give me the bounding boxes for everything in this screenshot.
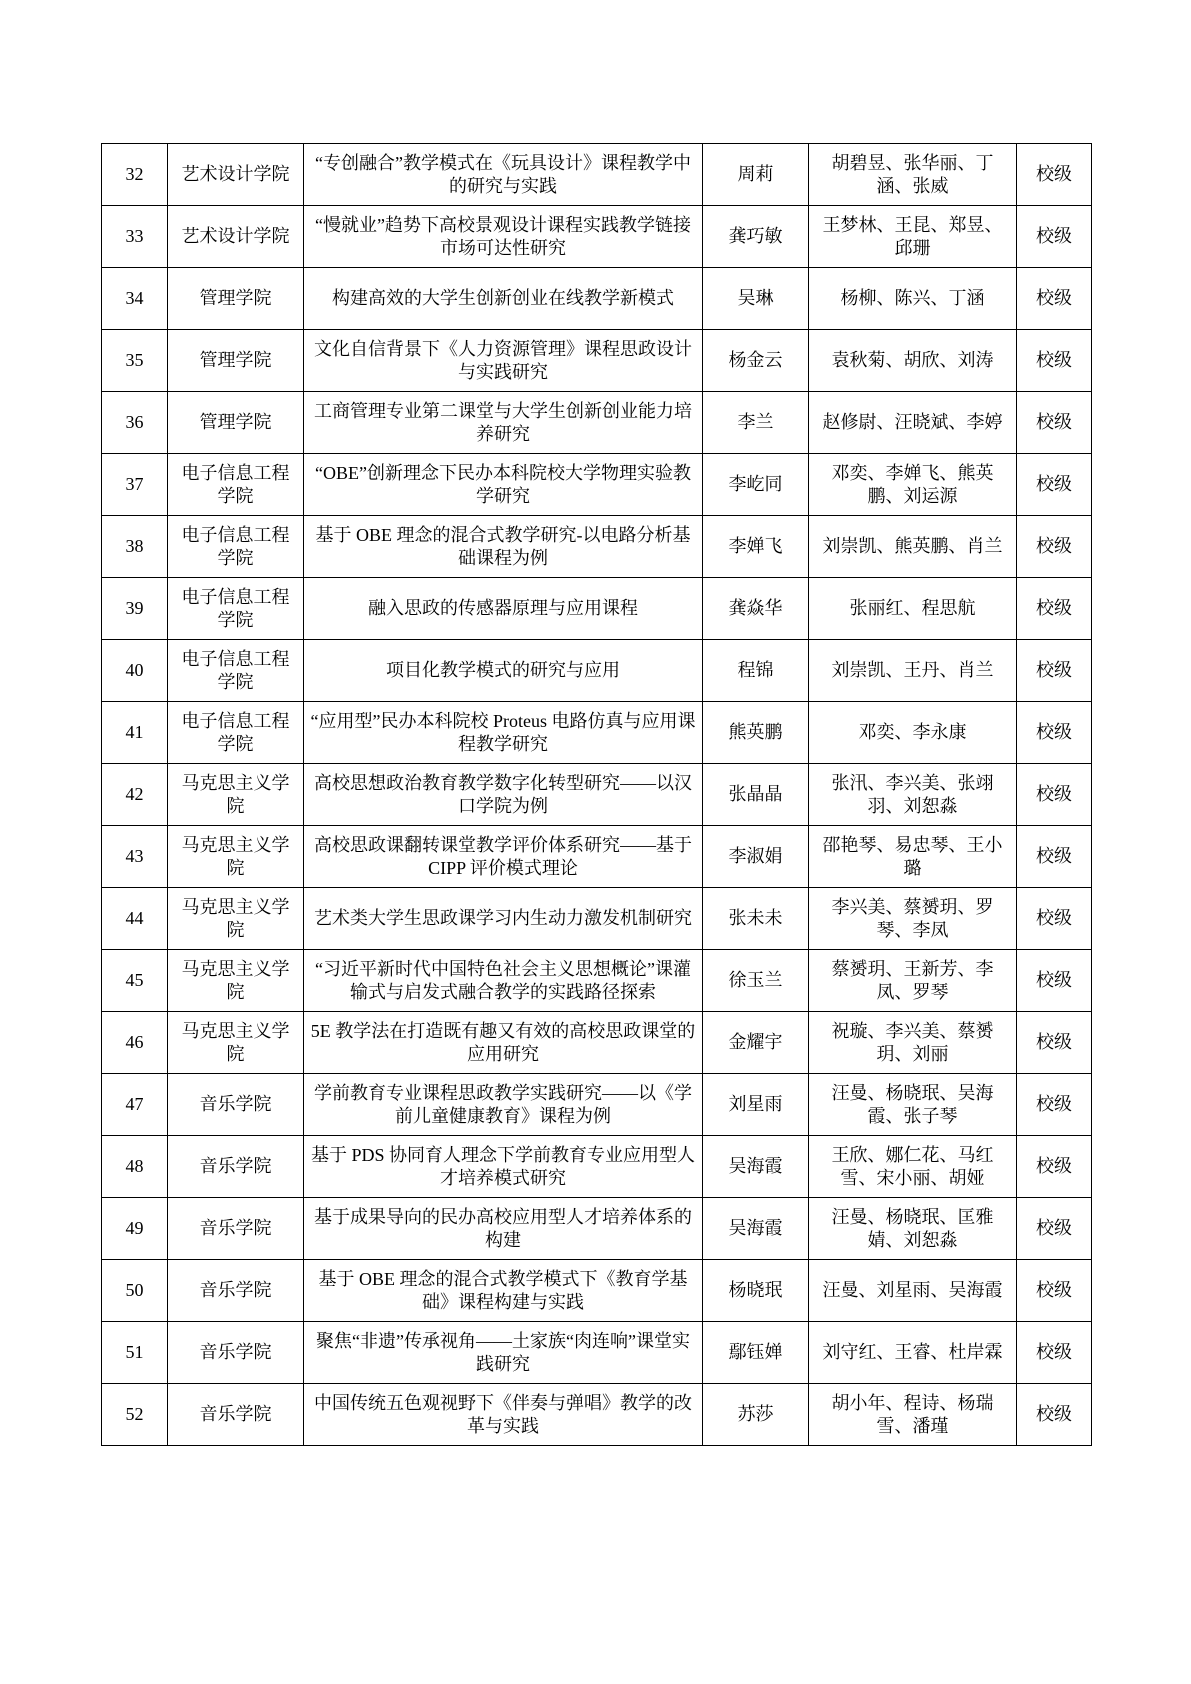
cell-members: 汪曼、杨晓珉、吴海霞、张子琴 — [809, 1074, 1017, 1136]
cell-college: 管理学院 — [168, 392, 304, 454]
cell-college: 艺术设计学院 — [168, 144, 304, 206]
cell-title: 文化自信背景下《人力资源管理》课程思政设计与实践研究 — [304, 330, 703, 392]
table-row — [102, 640, 1092, 702]
cell-leader: 金耀宇 — [703, 1012, 809, 1074]
cell-college: 管理学院 — [168, 268, 304, 330]
cell-title: 基于 OBE 理念的混合式教学研究-以电路分析基础课程为例 — [304, 516, 703, 578]
cell-title: “慢就业”趋势下高校景观设计课程实践教学链接市场可达性研究 — [304, 206, 703, 268]
cell-level: 校级 — [1017, 640, 1092, 702]
cell-title: “应用型”民办本科院校 Proteus 电路仿真与应用课程教学研究 — [304, 702, 703, 764]
cell-title: 高校思想政治教育教学数字化转型研究——以汉口学院为例 — [304, 764, 703, 826]
cell-title: 基于成果导向的民办高校应用型人才培养体系的构建 — [304, 1198, 703, 1260]
cell-leader: 刘星雨 — [703, 1074, 809, 1136]
cell-level: 校级 — [1017, 826, 1092, 888]
cell-no: 38 — [102, 516, 168, 578]
project-list-table — [101, 143, 1092, 1446]
cell-members: 刘守红、王睿、杜岸霖 — [809, 1322, 1017, 1384]
cell-members: 祝璇、李兴美、蔡赟玥、刘丽 — [809, 1012, 1017, 1074]
table-row — [102, 392, 1092, 454]
cell-no: 32 — [102, 144, 168, 206]
cell-members: 刘崇凯、熊英鹏、肖兰 — [809, 516, 1017, 578]
cell-leader: 程锦 — [703, 640, 809, 702]
cell-no: 37 — [102, 454, 168, 516]
cell-title: 基于 PDS 协同育人理念下学前教育专业应用型人才培养模式研究 — [304, 1136, 703, 1198]
cell-leader: 杨晓珉 — [703, 1260, 809, 1322]
cell-title: 学前教育专业课程思政教学实践研究——以《学前儿童健康教育》课程为例 — [304, 1074, 703, 1136]
table-row — [102, 516, 1092, 578]
table-row — [102, 826, 1092, 888]
cell-no: 47 — [102, 1074, 168, 1136]
cell-leader: 李婵飞 — [703, 516, 809, 578]
cell-members: 张汛、李兴美、张翊羽、刘恕淼 — [809, 764, 1017, 826]
cell-members: 汪曼、刘星雨、吴海霞 — [809, 1260, 1017, 1322]
cell-title: “习近平新时代中国特色社会主义思想概论”课灌输式与启发式融合教学的实践路径探索 — [304, 950, 703, 1012]
cell-leader: 李屹同 — [703, 454, 809, 516]
table-row — [102, 1198, 1092, 1260]
cell-members: 王梦林、王昆、郑昱、邱珊 — [809, 206, 1017, 268]
cell-no: 45 — [102, 950, 168, 1012]
cell-college: 音乐学院 — [168, 1322, 304, 1384]
cell-title: 高校思政课翻转课堂教学评价体系研究——基于 CIPP 评价模式理论 — [304, 826, 703, 888]
table-row — [102, 1260, 1092, 1322]
cell-members: 汪曼、杨晓珉、匡雅婧、刘恕淼 — [809, 1198, 1017, 1260]
cell-title: “OBE”创新理念下民办本科院校大学物理实验教学研究 — [304, 454, 703, 516]
cell-no: 40 — [102, 640, 168, 702]
cell-members: 袁秋菊、胡欣、刘涛 — [809, 330, 1017, 392]
cell-title: 艺术类大学生思政课学习内生动力激发机制研究 — [304, 888, 703, 950]
cell-college: 艺术设计学院 — [168, 206, 304, 268]
table-row — [102, 950, 1092, 1012]
cell-leader: 李兰 — [703, 392, 809, 454]
cell-no: 52 — [102, 1384, 168, 1446]
cell-college: 电子信息工程学院 — [168, 702, 304, 764]
cell-title: 构建高效的大学生创新创业在线教学新模式 — [304, 268, 703, 330]
cell-level: 校级 — [1017, 1260, 1092, 1322]
cell-leader: 吴海霞 — [703, 1136, 809, 1198]
cell-college: 电子信息工程学院 — [168, 454, 304, 516]
table-row — [102, 702, 1092, 764]
cell-college: 马克思主义学院 — [168, 950, 304, 1012]
cell-leader: 吴琳 — [703, 268, 809, 330]
cell-leader: 杨金云 — [703, 330, 809, 392]
cell-no: 34 — [102, 268, 168, 330]
cell-level: 校级 — [1017, 578, 1092, 640]
cell-title: 工商管理专业第二课堂与大学生创新创业能力培养研究 — [304, 392, 703, 454]
cell-no: 43 — [102, 826, 168, 888]
cell-members: 胡碧昱、张华丽、丁涵、张威 — [809, 144, 1017, 206]
cell-level: 校级 — [1017, 1384, 1092, 1446]
cell-no: 35 — [102, 330, 168, 392]
table-row — [102, 268, 1092, 330]
cell-leader: 张晶晶 — [703, 764, 809, 826]
cell-level: 校级 — [1017, 1074, 1092, 1136]
cell-members: 胡小年、程诗、杨瑞雪、潘瑾 — [809, 1384, 1017, 1446]
table-row — [102, 1384, 1092, 1446]
cell-level: 校级 — [1017, 888, 1092, 950]
cell-level: 校级 — [1017, 1322, 1092, 1384]
cell-level: 校级 — [1017, 392, 1092, 454]
project-table-body — [102, 144, 1092, 1446]
cell-college: 管理学院 — [168, 330, 304, 392]
cell-leader: 苏莎 — [703, 1384, 809, 1446]
cell-members: 王欣、娜仁花、马红雪、宋小丽、胡娅 — [809, 1136, 1017, 1198]
cell-level: 校级 — [1017, 454, 1092, 516]
cell-title: 中国传统五色观视野下《伴奏与弹唱》教学的改革与实践 — [304, 1384, 703, 1446]
cell-level: 校级 — [1017, 144, 1092, 206]
cell-college: 电子信息工程学院 — [168, 578, 304, 640]
cell-members: 张丽红、程思航 — [809, 578, 1017, 640]
cell-no: 44 — [102, 888, 168, 950]
cell-members: 邵艳琴、易忠琴、王小璐 — [809, 826, 1017, 888]
table-row — [102, 1136, 1092, 1198]
cell-leader: 张未未 — [703, 888, 809, 950]
cell-college: 电子信息工程学院 — [168, 516, 304, 578]
cell-level: 校级 — [1017, 764, 1092, 826]
cell-college: 音乐学院 — [168, 1260, 304, 1322]
cell-level: 校级 — [1017, 206, 1092, 268]
cell-no: 41 — [102, 702, 168, 764]
cell-members: 李兴美、蔡赟玥、罗琴、李凤 — [809, 888, 1017, 950]
cell-college: 马克思主义学院 — [168, 764, 304, 826]
cell-members: 邓奕、李婵飞、熊英鹏、刘运源 — [809, 454, 1017, 516]
cell-leader: 鄢钰婵 — [703, 1322, 809, 1384]
cell-level: 校级 — [1017, 268, 1092, 330]
cell-leader: 李淑娟 — [703, 826, 809, 888]
cell-no: 50 — [102, 1260, 168, 1322]
cell-college: 电子信息工程学院 — [168, 640, 304, 702]
cell-title: 聚焦“非遗”传承视角——土家族“肉连响”课堂实践研究 — [304, 1322, 703, 1384]
cell-college: 马克思主义学院 — [168, 826, 304, 888]
cell-college: 音乐学院 — [168, 1074, 304, 1136]
table-row — [102, 1322, 1092, 1384]
table-row — [102, 888, 1092, 950]
cell-no: 48 — [102, 1136, 168, 1198]
cell-title: 项目化教学模式的研究与应用 — [304, 640, 703, 702]
cell-title: “专创融合”教学模式在《玩具设计》课程教学中的研究与实践 — [304, 144, 703, 206]
cell-title: 5E 教学法在打造既有趣又有效的高校思政课堂的应用研究 — [304, 1012, 703, 1074]
cell-level: 校级 — [1017, 1136, 1092, 1198]
cell-members: 杨柳、陈兴、丁涵 — [809, 268, 1017, 330]
table-row — [102, 330, 1092, 392]
cell-college: 马克思主义学院 — [168, 1012, 304, 1074]
cell-title: 融入思政的传感器原理与应用课程 — [304, 578, 703, 640]
cell-leader: 周莉 — [703, 144, 809, 206]
cell-no: 33 — [102, 206, 168, 268]
cell-college: 音乐学院 — [168, 1384, 304, 1446]
cell-college: 音乐学院 — [168, 1136, 304, 1198]
cell-level: 校级 — [1017, 330, 1092, 392]
cell-no: 36 — [102, 392, 168, 454]
cell-level: 校级 — [1017, 1012, 1092, 1074]
table-row — [102, 1012, 1092, 1074]
cell-no: 49 — [102, 1198, 168, 1260]
cell-leader: 龚巧敏 — [703, 206, 809, 268]
cell-members: 邓奕、李永康 — [809, 702, 1017, 764]
cell-no: 46 — [102, 1012, 168, 1074]
cell-members: 刘崇凯、王丹、肖兰 — [809, 640, 1017, 702]
cell-leader: 龚焱华 — [703, 578, 809, 640]
cell-level: 校级 — [1017, 1198, 1092, 1260]
table-row — [102, 206, 1092, 268]
table-row — [102, 1074, 1092, 1136]
cell-college: 音乐学院 — [168, 1198, 304, 1260]
table-row — [102, 454, 1092, 516]
cell-title: 基于 OBE 理念的混合式教学模式下《教育学基础》课程构建与实践 — [304, 1260, 703, 1322]
cell-level: 校级 — [1017, 516, 1092, 578]
cell-leader: 徐玉兰 — [703, 950, 809, 1012]
cell-level: 校级 — [1017, 950, 1092, 1012]
cell-leader: 吴海霞 — [703, 1198, 809, 1260]
cell-level: 校级 — [1017, 702, 1092, 764]
cell-members: 赵修尉、汪晓斌、李婷 — [809, 392, 1017, 454]
table-row — [102, 144, 1092, 206]
cell-no: 42 — [102, 764, 168, 826]
cell-no: 51 — [102, 1322, 168, 1384]
cell-college: 马克思主义学院 — [168, 888, 304, 950]
table-row — [102, 764, 1092, 826]
cell-no: 39 — [102, 578, 168, 640]
table-row — [102, 578, 1092, 640]
cell-members: 蔡赟玥、王新芳、李凤、罗琴 — [809, 950, 1017, 1012]
cell-leader: 熊英鹏 — [703, 702, 809, 764]
